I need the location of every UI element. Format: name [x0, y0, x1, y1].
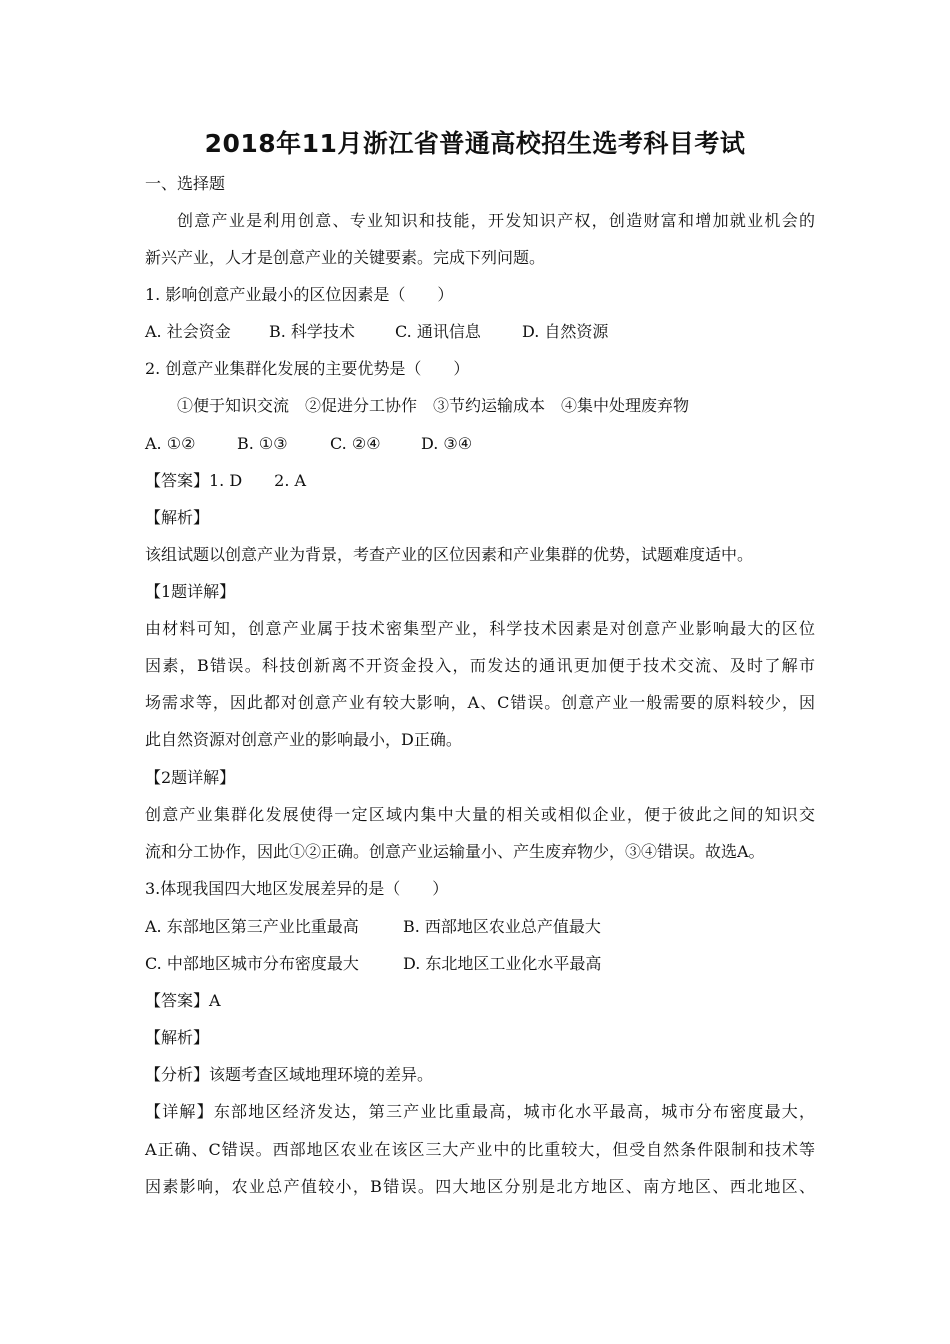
analysis-label: 【解析】: [145, 508, 210, 527]
page-title: 2018年11月浙江省普通高校招生选考科目考试: [204, 129, 746, 158]
detail-2-line-2: 流和分工协作，因此①②正确。创意产业运输量小、产生废弃物少，③④错误。故选A。: [145, 842, 765, 861]
detail-1-label: 【1题详解】: [145, 582, 236, 601]
fenxi-q3: 【分析】该题考查区域地理环境的差异。: [145, 1065, 434, 1084]
option-c: C. 通讯信息: [395, 322, 481, 341]
detail-1-line-4: 此自然资源对创意产业的影响最小，D正确。: [145, 730, 462, 749]
detail-2-label: 【2题详解】: [145, 768, 236, 787]
question-2-stem: 2. 创意产业集群化发展的主要优势是（ ）: [145, 359, 470, 378]
question-1-stem: 1. 影响创意产业最小的区位因素是（ ）: [145, 285, 454, 304]
section-heading: 一、选择题: [145, 174, 226, 193]
answer-q1-q2: 【答案】1. D 2. A: [145, 471, 307, 490]
detail-1-line-1: 由材料可知，创意产业属于技术密集型产业，科学技术因素是对创意产业影响最大的区位: [145, 619, 815, 638]
option-b: B. ①③: [237, 434, 288, 453]
answer-q3: 【答案】A: [145, 991, 221, 1010]
option-a: A. ①②: [145, 434, 196, 453]
analysis-text: 该组试题以创意产业为背景，考查产业的区位因素和产业集群的优势，试题难度适中。: [145, 545, 754, 564]
option-b: B. 科学技术: [269, 322, 355, 341]
question-3-stem: 3.体现我国四大地区发展差异的是（ ）: [145, 879, 449, 898]
option-b: B. 西部地区农业总产值最大: [403, 917, 601, 936]
analysis-label-q3: 【解析】: [145, 1028, 210, 1047]
option-d: D. 东北地区工业化水平最高: [403, 954, 602, 973]
detail-1-line-2: 因素，B错误。科技创新离不开资金投入，而发达的通讯更加便于技术交流、及时了解市: [145, 656, 815, 675]
detail-1-line-3: 场需求等，因此都对创意产业有较大影响，A、C错误。创意产业一般需要的原料较少，因: [145, 693, 815, 712]
option-c: C. ②④: [330, 434, 381, 453]
question-2-items: ①便于知识交流 ②促进分工协作 ③节约运输成本 ④集中处理废弃物: [177, 396, 690, 415]
material-paragraph-line-2: 新兴产业，人才是创意产业的关键要素。完成下列问题。: [145, 248, 546, 267]
detail-3-line-1: 【详解】东部地区经济发达，第三产业比重最高，城市化水平最高，城市分布密度最大，: [145, 1102, 815, 1121]
option-d: D. 自然资源: [522, 322, 609, 341]
option-d: D. ③④: [421, 434, 473, 453]
option-a: A. 东部地区第三产业比重最高: [145, 917, 359, 936]
option-c: C. 中部地区城市分布密度最大: [145, 954, 359, 973]
detail-3-line-2: A正确、C错误。西部地区农业在该区三大产业中的比重较大，但受自然条件限制和技术等: [145, 1140, 815, 1159]
option-a: A. 社会资金: [145, 322, 231, 341]
material-paragraph-line-1: 创意产业是利用创意、专业知识和技能，开发知识产权，创造财富和增加就业机会的: [177, 211, 815, 230]
detail-2-line-1: 创意产业集群化发展使得一定区域内集中大量的相关或相似企业，便于彼此之间的知识交: [145, 805, 815, 824]
detail-3-line-3: 因素影响，农业总产值较小，B错误。四大地区分别是北方地区、南方地区、西北地区、: [145, 1177, 815, 1196]
